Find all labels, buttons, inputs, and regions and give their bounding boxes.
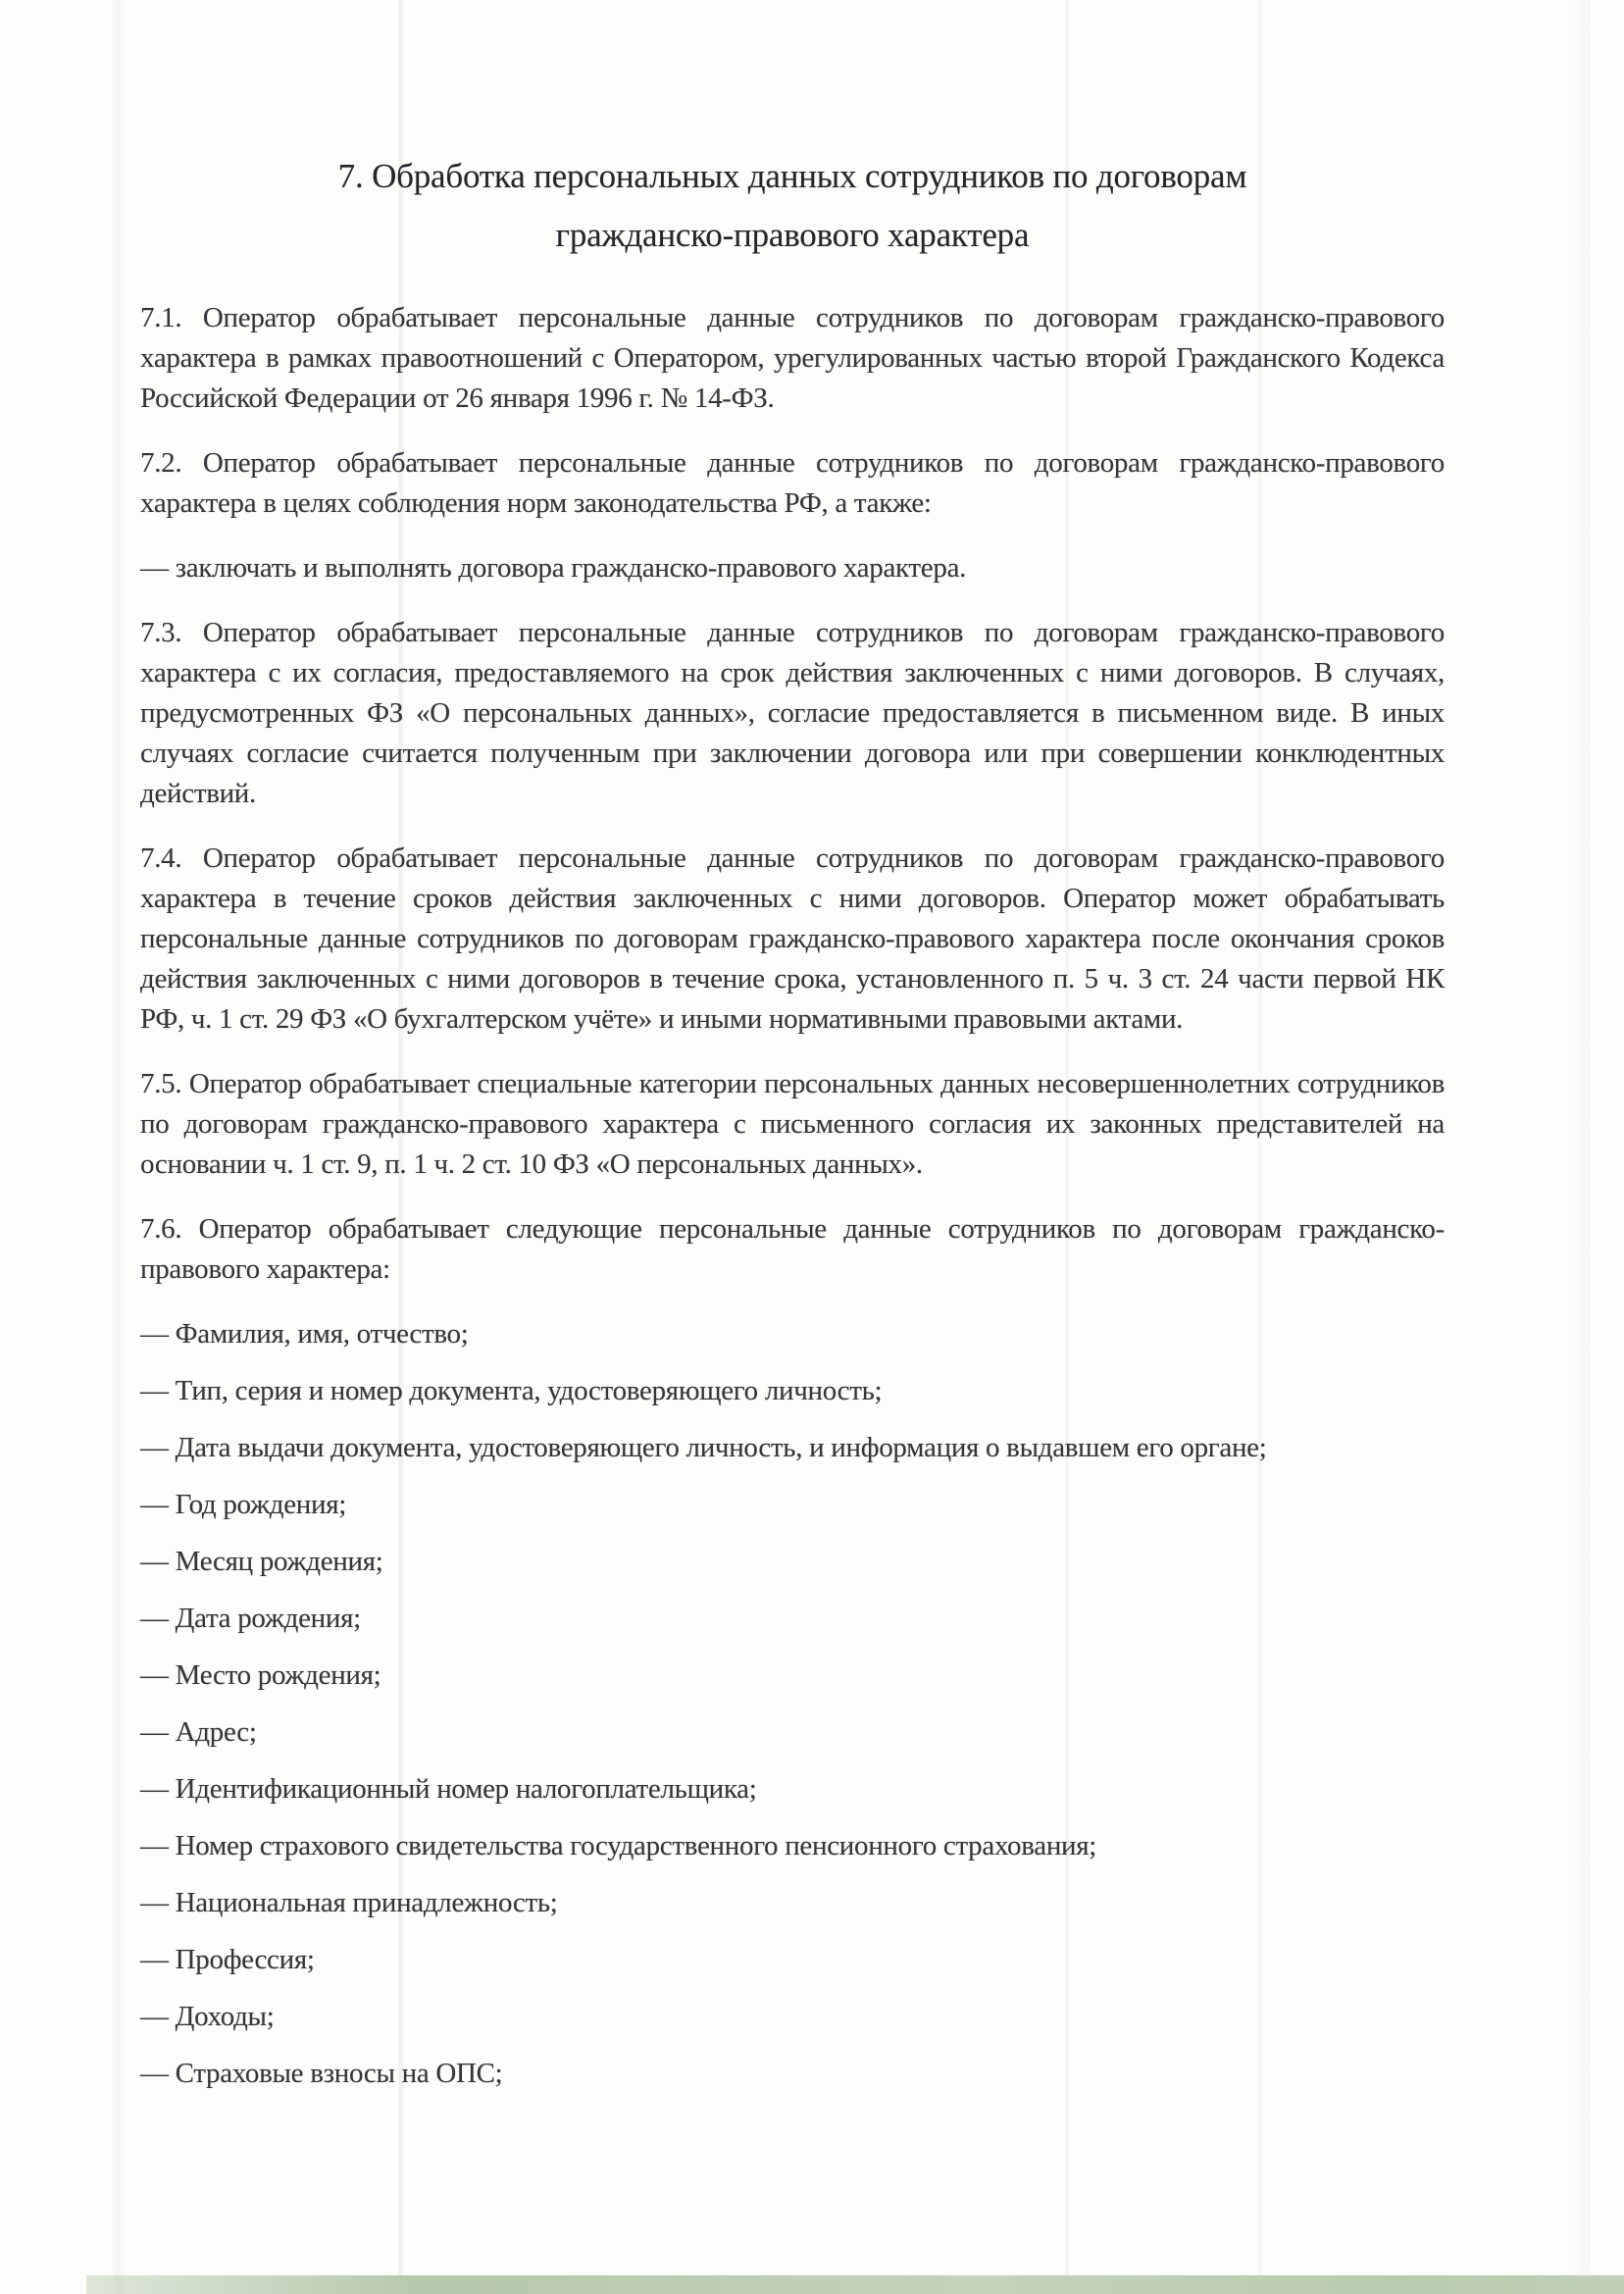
paragraph-7-4: 7.4. Оператор обрабатывает персональные данные сотрудников по договорам гражданско-правового характера в течение сроков действия заключенных с ними договоров. Оператор может обрабатывать персональные данные сотрудников по договорам гражданско-правового характера после окончания сроков действия заключенных с ними договоров в течение срока, установленного п. 5 ч. 3 ст. 24 части первой НК РФ, ч. 1 ст. 29 ФЗ «О бухгалтерском учёте» и иными нормативными правовыми актами.: [140, 842, 1445, 1035]
personal-data-item: — Месяц рождения;: [140, 1546, 383, 1577]
paragraph-7-3: 7.3. Оператор обрабатывает персональные данные сотрудников по договорам гражданско-правового характера с их согласия, предоставляемого на срок действия заключенных с ними договоров. В случаях, предусмотренных ФЗ «О персональных данных», согласие предоставляется в письменном виде. В иных случаях согласие считается полученным при заключении договора или при совершении конклюдентных действий.: [140, 617, 1445, 809]
personal-data-item: — Профессия;: [140, 1944, 315, 1975]
personal-data-item: — Национальная принадлежность;: [140, 1887, 558, 1918]
personal-data-item: — Дата выдачи документа, удостоверяющего личность, и информация о выдавшем его органе;: [140, 1432, 1267, 1463]
section-title-line-2: гражданско-правового характера: [555, 216, 1030, 254]
section-title-line-1: 7. Обработка персональных данных сотрудников по договорам: [337, 157, 1247, 195]
paragraph-7-1: 7.1. Оператор обрабатывает персональные данные сотрудников по договорам гражданско-правового характера в рамках правоотношений с Оператором, урегулированных частью второй Гражданского Кодекса Российской Федерации от 26 января 1996 г. № 14-ФЗ.: [140, 302, 1445, 414]
scan-bottom-band-artifact: [86, 2275, 1624, 2294]
document-content: [140, 147, 1445, 2111]
scan-streak-artifact: [110, 0, 126, 2294]
personal-data-item: — Дата рождения;: [140, 1603, 361, 1634]
personal-data-list: [140, 1314, 1445, 2094]
personal-data-item: — Адрес;: [140, 1716, 257, 1748]
section-title: [140, 147, 1445, 265]
scan-streak-artifact: [1561, 0, 1591, 2294]
paragraph-7-2-dash-item: — заключать и выполнять договора гражданско-правового характера.: [140, 552, 967, 584]
personal-data-item: — Номер страхового свидетельства государственного пенсионного страхования;: [140, 1830, 1097, 1861]
personal-data-item: — Год рождения;: [140, 1489, 347, 1520]
personal-data-item: — Доходы;: [140, 2001, 275, 2032]
paragraph-7-6: 7.6. Оператор обрабатывает следующие персональные данные сотрудников по договорам гражданско-правового характера:: [140, 1213, 1445, 1285]
personal-data-item: — Страховые взносы на ОПС;: [140, 2058, 503, 2089]
personal-data-item: — Идентификационный номер налогоплательщика;: [140, 1773, 757, 1805]
personal-data-item: — Место рождения;: [140, 1659, 381, 1691]
personal-data-item: — Тип, серия и номер документа, удостоверяющего личность;: [140, 1375, 883, 1406]
paragraph-7-5: 7.5. Оператор обрабатывает специальные категории персональных данных несовершеннолетних сотрудников по договорам гражданско-правового характера с письменного согласия их законных представителей на основании ч. 1 ст. 9, п. 1 ч. 2 ст. 10 ФЗ «О персональных данных».: [140, 1068, 1445, 1180]
personal-data-item: — Фамилия, имя, отчество;: [140, 1318, 469, 1350]
paragraph-7-2: 7.2. Оператор обрабатывает персональные данные сотрудников по договорам гражданско-правового характера в целях соблюдения норм законодательства РФ, а также:: [140, 447, 1445, 519]
